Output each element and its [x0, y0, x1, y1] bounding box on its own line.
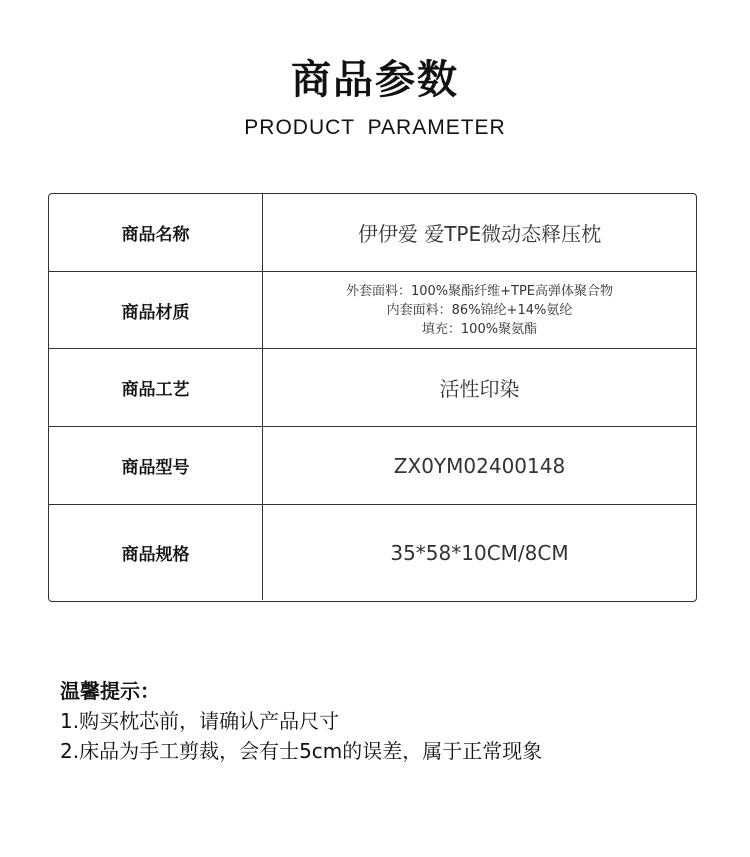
table-row-size: [49, 505, 696, 600]
row-label: 商品规格: [49, 505, 263, 600]
tips-title: 温馨提示：: [60, 679, 160, 703]
page-subtitle: PRODUCT PARAMETER: [244, 116, 506, 139]
tips-section: [60, 676, 710, 766]
row-value: 伊伊爱 爱TPE微动态释压枕: [357, 222, 602, 246]
table-row-model: [49, 427, 696, 505]
row-label: 商品名称: [49, 194, 263, 271]
page-title: 商品参数: [291, 57, 459, 103]
table-row-material: [49, 272, 696, 349]
row-value: 活性印染: [439, 377, 520, 401]
row-value: 35*58*10CM/8CM: [390, 540, 569, 565]
material-line-outer: 外套面料：100%聚酯纤维+TPE高弹体聚合物: [345, 283, 614, 299]
table-row-craft: [49, 349, 696, 427]
row-value-multiline: [263, 272, 696, 348]
row-label: 商品工艺: [49, 349, 263, 426]
parameter-table: [48, 193, 697, 602]
row-label: 商品材质: [49, 272, 263, 348]
row-label: 商品型号: [49, 427, 263, 504]
material-line-filling: 填充：100%聚氨酯: [421, 321, 538, 337]
table-row-name: [49, 194, 696, 272]
material-line-inner: 内套面料：86%锦纶+14%氨纶: [386, 302, 573, 318]
tips-line-1: 1.购买枕芯前，请确认产品尺寸: [60, 709, 340, 733]
row-value: ZX0YM02400148: [393, 453, 566, 478]
tips-line-2: 2.床品为手工剪裁，会有士5cm的误差，属于正常现象: [60, 739, 543, 763]
